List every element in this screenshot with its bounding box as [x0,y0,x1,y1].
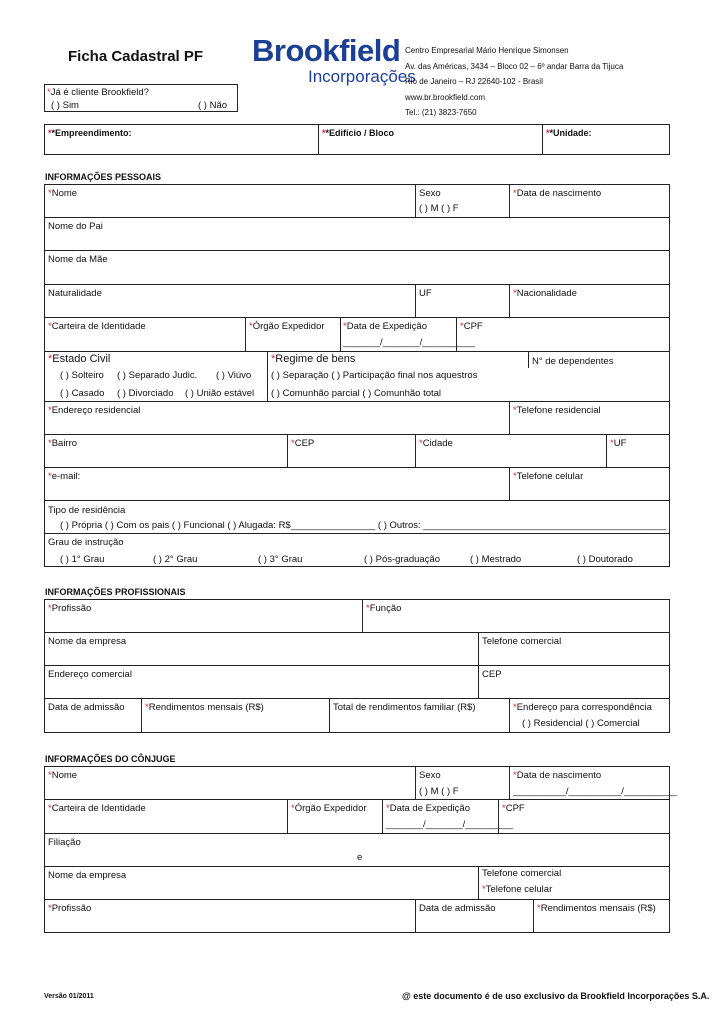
tipo-residencia-options[interactable]: ( ) Própria ( ) Com os pais ( ) Funcional ( ) Alugada: R$________________ ( ) Outros: ______________________________________________ [60,520,667,531]
address-line: Centro Empresarial Mário Henrique Simonsen [405,46,569,55]
expedicao-blank[interactable]: _______/_______/__________ [343,337,476,348]
empreendimento-label[interactable]: **Empreendimento: [48,128,132,138]
endereco-comercial-field[interactable]: Endereço comercial [48,669,132,680]
grau-1[interactable]: ( ) 1° Grau [60,554,105,565]
footer-notice: @ este documento é de uso exclusivo da Brookfield Incorporações S.A. [402,991,710,1001]
section-pessoais-title: INFORMAÇÕES PESSOAIS [45,172,162,182]
conjuge-orgao-field[interactable]: *Órgão Expedidor [291,803,367,814]
endereco-field[interactable]: *Endereço residencial [48,405,141,416]
filiacao-e: e [357,852,363,863]
form-title: Ficha Cadastral PF [68,48,204,65]
endereco-correspondencia-label: *Endereço para correspondência [513,702,652,713]
rendimento-familiar-field[interactable]: Total de rendimentos familiar (R$) [333,702,476,713]
tel-comercial-field[interactable]: Telefone comercial [482,636,562,647]
rendimentos-field[interactable]: *Rendimentos mensais (R$) [145,702,264,713]
conjuge-cpf-field[interactable]: *CPF [502,803,525,814]
conjuge-rendimentos-field[interactable]: *Rendimentos mensais (R$) [537,903,656,914]
ec-casado[interactable]: ( ) Casado [60,388,105,399]
funcao-field[interactable]: *Função [366,603,402,614]
tel-celular-field[interactable]: *Telefone celular [513,471,584,482]
conjuge-nome-field[interactable]: *Nome [48,770,78,781]
grau-2[interactable]: ( ) 2° Grau [153,554,198,565]
nome-mae-field[interactable]: Nome da Mãe [48,254,108,265]
option-nao[interactable]: ( ) Não [198,100,228,111]
ec-divorciado[interactable]: ( ) Divorciado [117,388,174,399]
client-question: *Já é cliente Brookfield? [47,87,149,98]
expedicao-field[interactable]: *Data de Expedição [343,321,427,332]
cep-comercial-field[interactable]: CEP [482,669,502,680]
cep-field[interactable]: *CEP [291,438,315,449]
address-line: www.br.brookfield.com [405,92,486,102]
grau-mestrado[interactable]: ( ) Mestrado [470,554,522,565]
sexo-label: Sexo [419,188,441,199]
conjuge-empresa-field[interactable]: Nome da empresa [48,870,127,881]
conjuge-expedicao-blank[interactable]: _______/_______/_________ [386,819,513,830]
admissao-field[interactable]: Data de admissão [48,702,125,713]
nome-pai-field[interactable]: Nome do Pai [48,221,103,232]
ec-solteiro[interactable]: ( ) Solteiro [60,370,104,381]
uf-field[interactable]: UF [419,288,432,299]
conjuge-expedicao-field[interactable]: *Data de Expedição [386,803,470,814]
regime-options-1[interactable]: ( ) Separação ( ) Participação final nos aquestros [271,370,478,381]
bairro-field[interactable]: *Bairro [48,438,78,449]
conjuge-filiacao-field[interactable]: Filiação [48,837,81,848]
brookfield-logo [252,34,416,86]
conjuge-tel-celular-field[interactable]: *Telefone celular [482,884,553,895]
ec-uniao-estavel[interactable]: ( ) União estável [185,388,255,399]
dependentes-field[interactable]: N° de dependentes [532,356,614,367]
section-conjuge-title: INFORMAÇÕES DO CÔNJUGE [45,754,176,764]
tel-residencial-field[interactable]: *Telefone residencial [513,405,601,416]
nome-field[interactable]: *Nome [48,188,78,199]
regime-label: *Regime de bens [271,353,356,365]
ec-viuvo[interactable]: ( ) Viúvo [216,370,252,381]
sexo-options[interactable]: ( ) M ( ) F [419,203,459,214]
conjuge-admissao-field[interactable]: Data de admissão [419,903,496,914]
footer-version: Versão 01/2011 [44,993,94,1000]
cidade-field[interactable]: *Cidade [419,438,453,449]
conjuge-nascimento-blank[interactable]: __________/__________/__________ [513,786,677,797]
address-line: Rio de Janeiro – RJ 22640-102 - Brasil [405,77,543,86]
edificio-label[interactable]: **Edifício / Bloco [322,128,395,138]
logo-sub-text: Incorporações [308,67,416,86]
grau-doutorado[interactable]: ( ) Doutorado [577,554,633,565]
conjuge-sexo-options[interactable]: ( ) M ( ) F [419,786,459,797]
unidade-label[interactable]: **Unidade: [546,128,592,138]
email-field[interactable]: *e-mail: [48,471,81,482]
regime-options-2[interactable]: ( ) Comunhão parcial ( ) Comunhão total [271,388,442,399]
naturalidade-field[interactable]: Naturalidade [48,288,102,299]
company-address [405,43,623,121]
nacionalidade-field[interactable]: *Nacionalidade [513,288,577,299]
option-sim[interactable]: ( ) Sim [51,100,79,111]
estado-civil-label: *Estado Civil [48,353,111,365]
ec-separado[interactable]: ( ) Separado Judic. [117,370,198,381]
grau-pos[interactable]: ( ) Pós-graduação [364,554,441,565]
logo-main-text: Brookfield [252,33,401,68]
conjuge-nascimento-field[interactable]: *Data de nascimento [513,770,602,781]
cpf-field[interactable]: *CPF [460,321,483,332]
correspondencia-options[interactable]: ( ) Residencial ( ) Comercial [522,718,640,729]
address-line: Tel.: (21) 3823-7650 [405,108,477,117]
grau-3[interactable]: ( ) 3° Grau [258,554,303,565]
grau-instrucao-label: Grau de instrução [48,537,124,548]
tipo-residencia-label: Tipo de residência [48,505,126,516]
profissao-field[interactable]: *Profissão [48,603,92,614]
nascimento-field[interactable]: *Data de nascimento [513,188,602,199]
orgao-field[interactable]: *Órgão Expedidor [249,321,325,332]
empresa-field[interactable]: Nome da empresa [48,636,127,647]
identidade-field[interactable]: *Carteira de Identidade [48,321,146,332]
conjuge-identidade-field[interactable]: *Carteira de Identidade [48,803,146,814]
uf2-field[interactable]: *UF [610,438,627,449]
conjuge-profissao-field[interactable]: *Profissão [48,903,92,914]
address-line: Av. das Américas, 3434 – Bloco 02 – 6º andar Barra da Tijuca [405,61,624,71]
section-profissionais-title: INFORMAÇÕES PROFISSIONAIS [45,587,186,597]
conjuge-tel-comercial-field[interactable]: Telefone comercial [482,868,562,879]
conjuge-sexo-label: Sexo [419,770,441,781]
